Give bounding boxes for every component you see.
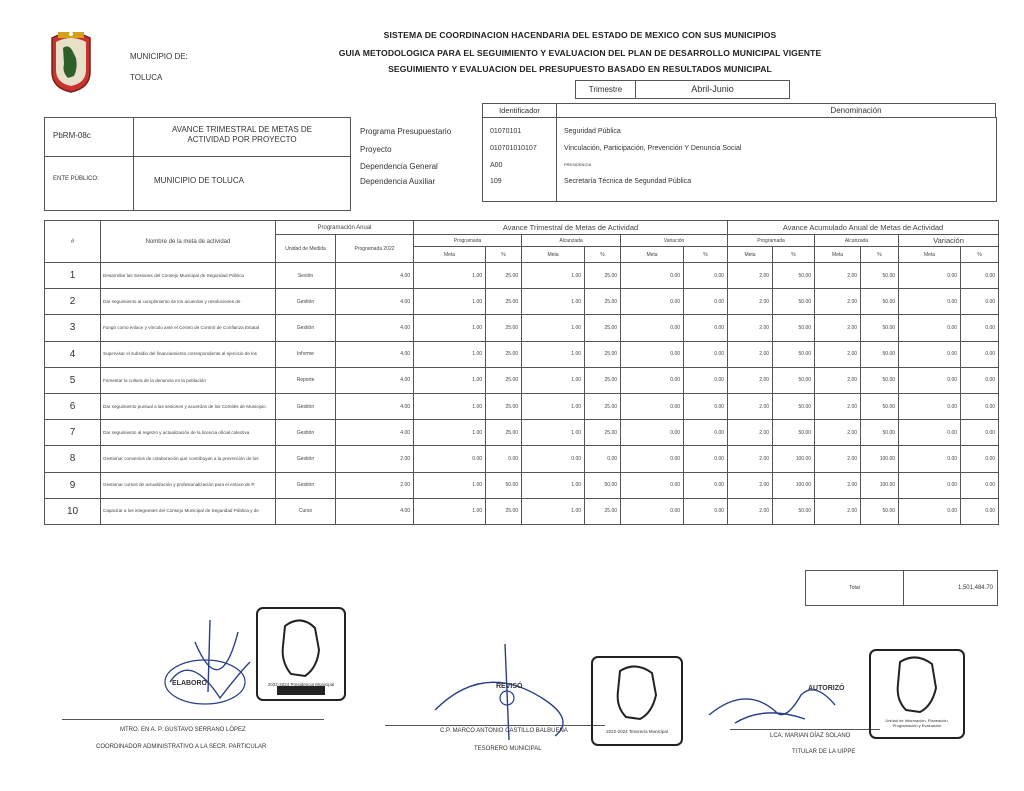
t-var-pct: 0.00 <box>684 289 728 315</box>
unidad-medida: Curso <box>276 498 336 524</box>
a-prog-pct: 50.00 <box>773 393 815 419</box>
a-var-pct: 0.00 <box>961 498 999 524</box>
programada-anual: 2.00 <box>336 446 414 472</box>
a-var-meta: 0.00 <box>899 472 961 498</box>
a-var-meta: 0.00 <box>899 446 961 472</box>
programada-anual: 4.00 <box>336 393 414 419</box>
elaboro-name: MTRO. EN A. P. GUSTAVO SERRANO LÓPEZ <box>120 727 246 733</box>
a-prog-pct: 50.00 <box>773 263 815 289</box>
header-meta: Meta <box>815 247 861 263</box>
stamp-tesoreria <box>590 655 684 747</box>
a-alc-pct: 50.00 <box>861 393 899 419</box>
dependencia-general-id: A00 <box>490 162 503 169</box>
a-alc-meta: 2.00 <box>815 315 861 341</box>
t-alc-pct: 25.00 <box>585 393 621 419</box>
a-alc-meta: 2.00 <box>815 289 861 315</box>
programa-label: Programa Presupuestario <box>360 127 452 136</box>
header-pct: % <box>585 247 621 263</box>
row-number: 9 <box>45 472 101 498</box>
form-title-box <box>133 117 351 157</box>
identificador-header <box>482 103 557 118</box>
programa-id: 01070101 <box>490 128 522 135</box>
programa-name: Seguridad Pública <box>564 128 621 135</box>
header-unidad: Unidad de Medida <box>276 235 336 263</box>
header-meta: Meta <box>621 247 684 263</box>
ente-value-box <box>133 156 351 211</box>
ente-value: MUNICIPIO DE TOLUCA <box>154 176 244 185</box>
a-alc-pct: 100.00 <box>861 472 899 498</box>
table-row <box>45 315 999 341</box>
row-number: 7 <box>45 420 101 446</box>
elaboro-signature <box>150 612 270 712</box>
programada-anual: 4.00 <box>336 263 414 289</box>
ente-label: ENTE PÚBLICO: <box>53 176 99 182</box>
row-number: 1 <box>45 263 101 289</box>
row-number: 2 <box>45 289 101 315</box>
reviso-name: C.P. MARCO ANTONIO CASTILLO BALBUENA <box>440 728 568 734</box>
a-alc-meta: 2.00 <box>815 341 861 367</box>
a-var-pct: 0.00 <box>961 446 999 472</box>
a-alc-pct: 50.00 <box>861 367 899 393</box>
a-prog-pct: 50.00 <box>773 498 815 524</box>
row-number: 5 <box>45 367 101 393</box>
a-prog-meta: 2.00 <box>728 289 773 315</box>
t-prog-meta: 1.00 <box>414 263 486 289</box>
t-alc-meta: 1.00 <box>522 263 585 289</box>
a-alc-pct: 50.00 <box>861 315 899 341</box>
elaboro-position: COORDINADOR ADMINISTRATIVO A LA SECR. PARTICULAR <box>96 744 267 750</box>
header-subtitle-2: SEGUIMIENTO Y EVALUACION DEL PRESUPUESTO BASADO EN RESULTADOS MUNICIPAL <box>388 64 772 74</box>
programada-anual: 4.00 <box>336 315 414 341</box>
a-alc-meta: 2.00 <box>815 367 861 393</box>
a-prog-meta: 2.00 <box>728 498 773 524</box>
t-prog-pct: 50.00 <box>486 472 522 498</box>
t-var-pct: 0.00 <box>684 315 728 341</box>
table-row <box>45 393 999 419</box>
header-pct: % <box>684 247 728 263</box>
t-var-pct: 0.00 <box>684 263 728 289</box>
t-prog-pct: 25.00 <box>486 367 522 393</box>
a-var-pct: 0.00 <box>961 315 999 341</box>
unidad-medida: Gestión <box>276 472 336 498</box>
identificador-label: Identificador <box>499 106 540 115</box>
t-var-meta: 0.00 <box>621 472 684 498</box>
t-prog-meta: 1.00 <box>414 393 486 419</box>
dependencia-auxiliar-label: Dependencia Auxiliar <box>360 177 436 186</box>
t-alc-pct: 50.00 <box>585 472 621 498</box>
proyecto-label: Proyecto <box>360 145 392 154</box>
meta-name: Supervisar el subsidio del financiamiento correspondiente al ejercicio de los <box>101 341 276 367</box>
stamp-uippe-caption: Unidad de Información, Planeación, Programación y Evaluación <box>885 718 949 728</box>
t-alc-meta: 1.00 <box>522 341 585 367</box>
table-row <box>45 446 999 472</box>
trimestre-value: Abril-Junio <box>691 84 734 94</box>
stamp-uippe <box>868 648 966 740</box>
unidad-medida: Gestión <box>276 393 336 419</box>
t-var-pct: 0.00 <box>684 393 728 419</box>
t-prog-meta: 1.00 <box>414 472 486 498</box>
t-alc-pct: 25.00 <box>585 498 621 524</box>
t-prog-meta: 1.00 <box>414 498 486 524</box>
t-prog-meta: 1.00 <box>414 315 486 341</box>
a-alc-pct: 50.00 <box>861 420 899 446</box>
stamp-presidencia-caption: 2022-2024 Presidencia Municipal <box>267 682 335 687</box>
row-number: 10 <box>45 498 101 524</box>
a-var-pct: 0.00 <box>961 472 999 498</box>
meta-name: Dar seguimiento al cumplimiento de los acuerdos y resoluciones de <box>101 289 276 315</box>
a-prog-pct: 50.00 <box>773 341 815 367</box>
dependencia-auxiliar-name: Secretaría Técnica de Seguridad Pública <box>564 178 692 185</box>
a-prog-meta: 2.00 <box>728 367 773 393</box>
elaboro-label: ELABORÓ <box>172 680 207 687</box>
header-name: Nombre de la meta de actividad <box>101 221 276 263</box>
trimestre-label: Trimestre <box>576 81 636 98</box>
unidad-medida: Gestión <box>276 420 336 446</box>
row-number: 4 <box>45 341 101 367</box>
municipio-value: TOLUCA <box>130 73 163 82</box>
a-prog-meta: 2.00 <box>728 263 773 289</box>
table-row <box>45 289 999 315</box>
t-prog-pct: 25.00 <box>486 263 522 289</box>
meta-name: Desarrollar las Sesiones del Consejo Municipal de Seguridad Pública <box>101 263 276 289</box>
t-var-meta: 0.00 <box>621 367 684 393</box>
denominacion-header <box>556 103 996 118</box>
programada-anual: 4.00 <box>336 367 414 393</box>
a-prog-meta: 2.00 <box>728 315 773 341</box>
a-var-meta: 0.00 <box>899 393 961 419</box>
header-pct: % <box>486 247 522 263</box>
a-alc-meta: 2.00 <box>815 420 861 446</box>
autorizo-signature <box>705 675 855 735</box>
header-t-variacion: Variación <box>621 235 728 247</box>
a-alc-pct: 100.00 <box>861 446 899 472</box>
program-divider <box>556 117 557 202</box>
table-row <box>45 263 999 289</box>
a-alc-pct: 50.00 <box>861 289 899 315</box>
autorizo-line <box>730 729 880 730</box>
t-prog-meta: 1.00 <box>414 289 486 315</box>
municipal-logo <box>48 28 94 94</box>
unidad-medida: Sesión <box>276 263 336 289</box>
t-prog-meta: 0.00 <box>414 446 486 472</box>
row-number: 6 <box>45 393 101 419</box>
programada-anual: 4.00 <box>336 341 414 367</box>
a-var-pct: 0.00 <box>961 420 999 446</box>
t-alc-meta: 1.00 <box>522 289 585 315</box>
dependencia-general-name: PRESIDENCIA <box>564 162 592 167</box>
t-prog-meta: 1.00 <box>414 341 486 367</box>
a-alc-pct: 50.00 <box>861 263 899 289</box>
t-alc-pct: 25.00 <box>585 263 621 289</box>
a-var-pct: 0.00 <box>961 263 999 289</box>
t-var-pct: 0.00 <box>684 420 728 446</box>
meta-name: Fomentar la cultura de la denuncia en la población <box>101 367 276 393</box>
a-var-meta: 0.00 <box>899 263 961 289</box>
total-label: Total <box>806 571 904 605</box>
t-alc-meta: 0.00 <box>522 446 585 472</box>
programada-anual: 4.00 <box>336 498 414 524</box>
meta-name: Dar seguimiento al registro y actualización de la licencia oficial colectiva <box>101 420 276 446</box>
header-pct: % <box>773 247 815 263</box>
programada-anual: 4.00 <box>336 289 414 315</box>
t-alc-pct: 0.00 <box>585 446 621 472</box>
t-alc-meta: 1.00 <box>522 393 585 419</box>
header-acumulado: Avance Acumulado Anual de Metas de Actividad <box>728 221 999 235</box>
a-prog-pct: 50.00 <box>773 289 815 315</box>
ente-label-box <box>44 156 134 211</box>
a-alc-meta: 2.00 <box>815 446 861 472</box>
t-alc-pct: 25.00 <box>585 420 621 446</box>
a-var-meta: 0.00 <box>899 420 961 446</box>
unidad-medida: Reporte <box>276 367 336 393</box>
a-prog-pct: 100.00 <box>773 446 815 472</box>
metas-table <box>44 220 999 525</box>
header-a-variacion: Variación <box>899 235 999 247</box>
meta-name: Gestionar convenios de colaboración que contribuyan a la prevención de los <box>101 446 276 472</box>
stamp-tesoreria-caption: 2022-2024 Tesorería Municipal <box>606 729 668 734</box>
programada-anual: 4.00 <box>336 420 414 446</box>
a-var-meta: 0.00 <box>899 289 961 315</box>
t-prog-pct: 25.00 <box>486 393 522 419</box>
t-prog-pct: 25.00 <box>486 341 522 367</box>
header-meta: Meta <box>728 247 773 263</box>
dependencia-general-label: Dependencia General <box>360 162 438 171</box>
a-prog-pct: 50.00 <box>773 420 815 446</box>
a-alc-meta: 2.00 <box>815 263 861 289</box>
header-meta: Meta <box>522 247 585 263</box>
a-prog-meta: 2.00 <box>728 393 773 419</box>
t-prog-pct: 25.00 <box>486 289 522 315</box>
a-var-meta: 0.00 <box>899 367 961 393</box>
t-var-meta: 0.00 <box>621 289 684 315</box>
denominacion-label: Denominación <box>830 106 882 115</box>
t-prog-meta: 1.00 <box>414 367 486 393</box>
form-code-box <box>44 117 134 157</box>
a-prog-meta: 2.00 <box>728 446 773 472</box>
row-number: 8 <box>45 446 101 472</box>
t-alc-pct: 25.00 <box>585 289 621 315</box>
t-prog-pct: 0.00 <box>486 446 522 472</box>
municipio-label: MUNICIPIO DE: <box>130 52 188 61</box>
header-trimestral: Avance Trimestral de Metas de Actividad <box>414 221 728 235</box>
a-prog-pct: 50.00 <box>773 315 815 341</box>
header-meta: Meta <box>414 247 486 263</box>
header-a-alcanzada: Alcanzada <box>815 235 899 247</box>
t-var-pct: 0.00 <box>684 446 728 472</box>
reviso-label: REVISÓ <box>496 683 523 690</box>
header-num: # <box>45 221 101 263</box>
header-pct: % <box>961 247 999 263</box>
a-var-pct: 0.00 <box>961 393 999 419</box>
unidad-medida: Gestión <box>276 446 336 472</box>
meta-name: Fungir como enlace y vínculo ante el Centro de Control de Confianza Estatal <box>101 315 276 341</box>
t-var-meta: 0.00 <box>621 263 684 289</box>
autorizo-position: TITULAR DE LA UIPPE <box>792 749 856 755</box>
a-prog-meta: 2.00 <box>728 341 773 367</box>
table-row <box>45 420 999 446</box>
t-var-meta: 0.00 <box>621 446 684 472</box>
t-alc-pct: 25.00 <box>585 367 621 393</box>
total-value: 1,501,484.70 <box>957 585 993 591</box>
t-var-pct: 0.00 <box>684 367 728 393</box>
t-prog-pct: 25.00 <box>486 315 522 341</box>
t-alc-pct: 25.00 <box>585 315 621 341</box>
header-t-alcanzada: Alcanzada <box>522 235 621 247</box>
header-programada: Programada 2022 <box>336 235 414 263</box>
header-t-programada: Programada <box>414 235 522 247</box>
autorizo-name: LCA. MARIAN DÍAZ SOLANO <box>770 733 851 739</box>
t-prog-pct: 25.00 <box>486 420 522 446</box>
t-alc-meta: 1.00 <box>522 420 585 446</box>
row-number: 3 <box>45 315 101 341</box>
a-alc-meta: 2.00 <box>815 472 861 498</box>
elaboro-line <box>62 719 324 720</box>
header-a-programada: Programada <box>728 235 815 247</box>
t-prog-meta: 1.00 <box>414 420 486 446</box>
a-alc-pct: 50.00 <box>861 498 899 524</box>
form-title: AVANCE TRIMESTRAL DE METAS DE ACTIVIDAD POR PROYECTO <box>171 125 313 144</box>
unidad-medida: Informe <box>276 341 336 367</box>
t-var-meta: 0.00 <box>621 393 684 419</box>
t-var-pct: 0.00 <box>684 498 728 524</box>
meta-name: Capacitar a los integrantes del Consejo Municipal de Seguridad Pública y de <box>101 498 276 524</box>
t-var-meta: 0.00 <box>621 315 684 341</box>
a-prog-pct: 100.00 <box>773 472 815 498</box>
a-alc-meta: 2.00 <box>815 393 861 419</box>
a-prog-pct: 50.00 <box>773 367 815 393</box>
a-prog-meta: 2.00 <box>728 472 773 498</box>
t-alc-meta: 1.00 <box>522 315 585 341</box>
table-row <box>45 341 999 367</box>
meta-name: Dar seguimiento puntual a las sesiones y acuerdos de los Comités de Municipio <box>101 393 276 419</box>
a-alc-pct: 50.00 <box>861 341 899 367</box>
t-var-pct: 0.00 <box>684 341 728 367</box>
header-title: SISTEMA DE COORDINACION HACENDARIA DEL ESTADO DE MEXICO CON SUS MUNICIPIOS <box>383 30 777 40</box>
reviso-position: TESORERO MUNICIPAL <box>474 746 542 752</box>
header-pct: % <box>861 247 899 263</box>
unidad-medida: Gestión <box>276 315 336 341</box>
program-values-frame <box>482 117 997 202</box>
table-row <box>45 367 999 393</box>
table-row <box>45 472 999 498</box>
a-prog-meta: 2.00 <box>728 420 773 446</box>
proyecto-name: Vinculación, Participación, Prevención Y Denuncia Social <box>564 145 742 152</box>
dependencia-auxiliar-id: 109 <box>490 178 502 185</box>
total-box <box>805 570 998 606</box>
a-var-meta: 0.00 <box>899 341 961 367</box>
a-var-meta: 0.00 <box>899 315 961 341</box>
t-alc-meta: 1.00 <box>522 472 585 498</box>
unidad-medida: Gestión <box>276 289 336 315</box>
t-var-meta: 0.00 <box>621 341 684 367</box>
reviso-line <box>385 725 605 726</box>
t-prog-pct: 25.00 <box>486 498 522 524</box>
form-code: PbRM-08c <box>53 131 91 140</box>
t-var-meta: 0.00 <box>621 420 684 446</box>
a-var-pct: 0.00 <box>961 289 999 315</box>
a-alc-meta: 2.00 <box>815 498 861 524</box>
table-row <box>45 498 999 524</box>
t-var-pct: 0.00 <box>684 472 728 498</box>
t-var-meta: 0.00 <box>621 498 684 524</box>
autorizo-label: AUTORIZÓ <box>808 685 845 692</box>
header-meta: Meta <box>899 247 961 263</box>
trimestre-box <box>575 80 790 99</box>
header-prog-anual: Programación Anual <box>276 221 414 235</box>
meta-name: Gestionar cursos de actualización y profesionalización para el enlace de P. <box>101 472 276 498</box>
t-alc-meta: 1.00 <box>522 367 585 393</box>
a-var-pct: 0.00 <box>961 367 999 393</box>
a-var-meta: 0.00 <box>899 498 961 524</box>
t-alc-meta: 1.00 <box>522 498 585 524</box>
programada-anual: 2.00 <box>336 472 414 498</box>
proyecto-id: 010701010107 <box>490 145 537 152</box>
t-alc-pct: 25.00 <box>585 341 621 367</box>
header-subtitle: GUIA METODOLOGICA PARA EL SEGUIMIENTO Y EVALUACION DEL PLAN DE DESARROLLO MUNICIPAL VIGENTE <box>338 48 822 58</box>
a-var-pct: 0.00 <box>961 341 999 367</box>
